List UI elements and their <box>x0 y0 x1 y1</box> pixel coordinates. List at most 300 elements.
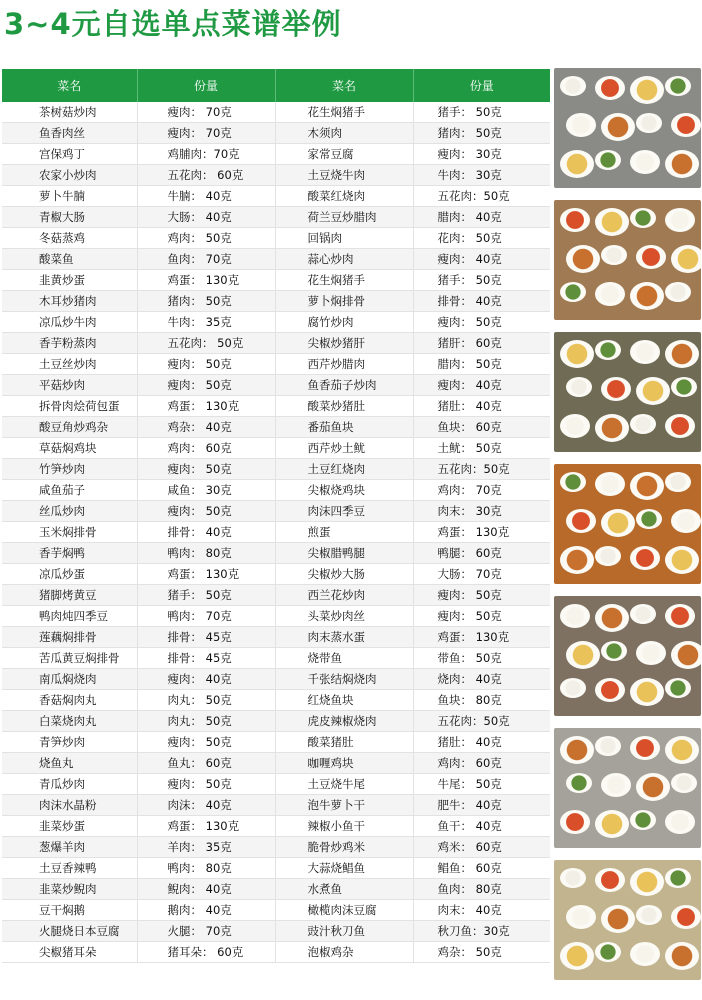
portion-2-cell: 鸡杂： 50克 <box>413 942 550 963</box>
table-row <box>2 837 550 858</box>
portion-2-cell: 腊肉： 50克 <box>413 354 550 375</box>
plate-icon <box>630 736 660 760</box>
steam-table-dishes-photo <box>554 68 701 188</box>
dish-name-cell: 土豆香辣鸭 <box>2 858 137 879</box>
plate-icon <box>560 678 586 698</box>
dish-name-cell: 猪脚烤黄豆 <box>2 585 137 606</box>
page-title: 3~4元自选单点菜谱举例 <box>4 7 342 41</box>
dish-name-2-cell: 尖椒腊鸭腿 <box>275 543 413 564</box>
dish-name-2-cell: 木须肉 <box>275 123 413 144</box>
table-row <box>2 879 550 900</box>
portion-cell: 鸭肉： 80克 <box>137 858 275 879</box>
dish-name-2-cell: 西兰花炒肉 <box>275 585 413 606</box>
dish-name-cell: 土豆丝炒肉 <box>2 354 137 375</box>
plate-icon <box>560 472 586 492</box>
portion-cell: 鸡蛋： 130克 <box>137 564 275 585</box>
portion-2-cell: 鸡蛋： 130克 <box>413 522 550 543</box>
table-row <box>2 585 550 606</box>
portion-2-cell: 带鱼： 50克 <box>413 648 550 669</box>
dish-name-cell: 葱爆羊肉 <box>2 837 137 858</box>
plate-icon <box>665 736 699 764</box>
plate-icon <box>601 245 627 265</box>
dish-name-cell: 宫保鸡丁 <box>2 144 137 165</box>
table-row <box>2 354 550 375</box>
table-row <box>2 627 550 648</box>
portion-cell: 鸡蛋： 130克 <box>137 816 275 837</box>
food-photo-column <box>554 68 701 992</box>
plate-icon <box>560 810 590 834</box>
dish-name-2-cell: 回锅肉 <box>275 228 413 249</box>
plate-icon <box>601 773 631 797</box>
plate-icon <box>601 113 635 141</box>
dish-name-2-cell: 脆骨炒鸡米 <box>275 837 413 858</box>
dish-name-cell: 酸菜鱼 <box>2 249 137 270</box>
portion-2-cell: 土鱿： 50克 <box>413 438 550 459</box>
dish-name-cell: 竹笋炒肉 <box>2 459 137 480</box>
plate-icon <box>636 905 662 925</box>
plate-icon <box>665 868 691 888</box>
plate-icon <box>630 546 660 570</box>
plate-icon <box>566 641 600 669</box>
portion-cell: 猪耳朵： 60克 <box>137 942 275 963</box>
plate-icon <box>595 414 629 442</box>
plate-icon <box>630 942 660 966</box>
dish-name-2-cell: 肉沫四季豆 <box>275 501 413 522</box>
dish-name-cell: 香菇焖肉丸 <box>2 690 137 711</box>
portion-2-cell: 腊肉： 40克 <box>413 207 550 228</box>
plate-icon <box>630 868 664 896</box>
portion-2-cell: 瘦肉： 30克 <box>413 144 550 165</box>
portion-cell: 鱼肉： 70克 <box>137 249 275 270</box>
dish-name-2-cell: 大蒜烧鲳鱼 <box>275 858 413 879</box>
portion-2-cell: 鸡米： 60克 <box>413 837 550 858</box>
table-row <box>2 606 550 627</box>
orange-bowls-photo <box>554 464 701 584</box>
dish-name-cell: 香芋粉蒸肉 <box>2 333 137 354</box>
plate-icon <box>566 377 592 397</box>
portion-2-cell: 鱼块： 60克 <box>413 417 550 438</box>
plate-icon <box>671 509 701 533</box>
portion-cell: 咸鱼： 30克 <box>137 480 275 501</box>
portion-2-cell: 鸭腿： 60克 <box>413 543 550 564</box>
portion-cell: 猪手： 50克 <box>137 585 275 606</box>
table-row <box>2 942 550 963</box>
dish-name-2-cell: 西芹炒土鱿 <box>275 438 413 459</box>
plate-icon <box>601 641 627 661</box>
portion-cell: 牛腩： 40克 <box>137 186 275 207</box>
dish-name-cell: 鱼香肉丝 <box>2 123 137 144</box>
plate-icon <box>560 868 586 888</box>
plate-icon <box>595 604 629 632</box>
portion-2-cell: 鸡肉： 70克 <box>413 480 550 501</box>
portion-2-cell: 肉末： 40克 <box>413 900 550 921</box>
plate-icon <box>560 546 594 574</box>
plate-icon <box>665 942 699 970</box>
small-bowls-photo <box>554 728 701 848</box>
portion-cell: 瘦肉： 40克 <box>137 669 275 690</box>
plate-icon <box>595 678 625 702</box>
plate-icon <box>630 810 656 830</box>
dish-name-cell: 白菜烧肉丸 <box>2 711 137 732</box>
table-row <box>2 207 550 228</box>
portion-2-cell: 烧肉： 40克 <box>413 669 550 690</box>
dish-name-2-cell: 尖椒炒大肠 <box>275 564 413 585</box>
table-row <box>2 711 550 732</box>
portion-cell: 肉沫： 40克 <box>137 795 275 816</box>
portion-cell: 大肠： 40克 <box>137 207 275 228</box>
table-row <box>2 774 550 795</box>
plate-icon <box>630 282 664 310</box>
dish-name-2-cell: 泡椒鸡杂 <box>275 942 413 963</box>
portion-2-cell: 瘦肉： 50克 <box>413 585 550 606</box>
portion-cell: 羊肉： 35克 <box>137 837 275 858</box>
dish-name-2-cell: 花生焖猪手 <box>275 270 413 291</box>
plate-icon <box>595 736 621 756</box>
dish-name-2-cell: 酸菜红烧肉 <box>275 186 413 207</box>
portion-cell: 鸡脯肉：70克 <box>137 144 275 165</box>
portion-2-cell: 秋刀鱼：30克 <box>413 921 550 942</box>
buffet-plates-photo <box>554 596 701 716</box>
plate-icon <box>601 509 635 537</box>
header-dish-name: 菜名 <box>2 69 137 102</box>
portion-cell: 鹅肉： 40克 <box>137 900 275 921</box>
table-row <box>2 270 550 291</box>
plate-icon <box>566 113 596 137</box>
portion-cell: 排骨： 45克 <box>137 627 275 648</box>
table-row <box>2 501 550 522</box>
dish-name-cell: 火腿烧日本豆腐 <box>2 921 137 942</box>
plate-icon <box>595 868 625 892</box>
portion-cell: 鸡杂： 40克 <box>137 417 275 438</box>
portion-cell: 鸡蛋： 130克 <box>137 396 275 417</box>
dish-name-cell: 咸鱼茄子 <box>2 480 137 501</box>
portion-2-cell: 猪肉： 50克 <box>413 123 550 144</box>
dish-name-2-cell: 虎皮辣椒烧肉 <box>275 711 413 732</box>
dish-name-2-cell: 尖椒炒猪肝 <box>275 333 413 354</box>
header-dish-name-2: 菜名 <box>275 69 413 102</box>
table-row <box>2 165 550 186</box>
portion-cell: 鸭肉： 70克 <box>137 606 275 627</box>
dish-name-cell: 拆骨肉烩荷包蛋 <box>2 396 137 417</box>
table-row <box>2 396 550 417</box>
plate-icon <box>566 773 592 793</box>
table-row <box>2 186 550 207</box>
plate-icon <box>560 736 594 764</box>
portion-cell: 牛肉： 35克 <box>137 312 275 333</box>
plate-icon <box>560 76 586 96</box>
portion-cell: 鸡肉： 60克 <box>137 438 275 459</box>
header-portion-2: 份量 <box>413 69 550 102</box>
table-row <box>2 564 550 585</box>
portion-2-cell: 猪肝： 60克 <box>413 333 550 354</box>
plate-icon <box>560 340 594 368</box>
portion-cell: 肉丸： 50克 <box>137 690 275 711</box>
table-row <box>2 522 550 543</box>
dish-name-2-cell: 千张结焖烧肉 <box>275 669 413 690</box>
portion-cell: 鱼丸： 60克 <box>137 753 275 774</box>
plate-icon <box>630 678 664 706</box>
plate-icon <box>636 377 670 405</box>
dish-name-2-cell: 肉末蒸水蛋 <box>275 627 413 648</box>
plate-icon <box>665 414 695 438</box>
portion-2-cell: 猪手： 50克 <box>413 102 550 123</box>
portion-cell: 瘦肉： 50克 <box>137 501 275 522</box>
plate-icon <box>636 113 662 133</box>
table-row <box>2 438 550 459</box>
portion-cell: 鸡肉： 50克 <box>137 228 275 249</box>
plate-icon <box>630 76 664 104</box>
dish-name-cell: 韭菜炒鲵肉 <box>2 879 137 900</box>
dish-name-cell: 尖椒猪耳朵 <box>2 942 137 963</box>
portion-2-cell: 牛尾： 50克 <box>413 774 550 795</box>
plate-icon <box>630 150 660 174</box>
portion-2-cell: 五花肉：50克 <box>413 459 550 480</box>
dish-name-cell: 烧鱼丸 <box>2 753 137 774</box>
portion-cell: 鸡蛋： 130克 <box>137 270 275 291</box>
dish-name-2-cell: 豉汁秋刀鱼 <box>275 921 413 942</box>
plate-icon <box>566 245 600 273</box>
dish-name-2-cell: 西芹炒腊肉 <box>275 354 413 375</box>
plate-icon <box>595 340 621 360</box>
table-row <box>2 921 550 942</box>
table-row <box>2 543 550 564</box>
portion-2-cell: 猪肚： 40克 <box>413 732 550 753</box>
plate-icon <box>595 472 625 496</box>
dish-name-2-cell: 泡牛萝卜干 <box>275 795 413 816</box>
plate-icon <box>665 76 691 96</box>
plate-icon <box>636 773 670 801</box>
plate-icon <box>665 208 695 232</box>
table-header-row <box>2 69 550 102</box>
plate-icon <box>595 546 621 566</box>
dish-name-2-cell: 蒜心炒肉 <box>275 249 413 270</box>
portion-2-cell: 鸡肉： 60克 <box>413 753 550 774</box>
plate-icon <box>595 942 621 962</box>
plate-icon <box>560 208 590 232</box>
plate-icon <box>636 245 666 269</box>
plated-dishes-photo <box>554 860 701 980</box>
portion-cell: 排骨： 40克 <box>137 522 275 543</box>
dish-name-2-cell: 水煮鱼 <box>275 879 413 900</box>
table-row <box>2 291 550 312</box>
dish-name-cell: 香芋焖鸭 <box>2 543 137 564</box>
menu-table <box>2 69 550 963</box>
dish-name-2-cell: 烧带鱼 <box>275 648 413 669</box>
dish-name-cell: 青椒大肠 <box>2 207 137 228</box>
dish-name-2-cell: 腐竹炒肉 <box>275 312 413 333</box>
dish-name-cell: 韭黄炒蛋 <box>2 270 137 291</box>
table-row <box>2 123 550 144</box>
dish-name-cell: 鸭肉炖四季豆 <box>2 606 137 627</box>
bowl-rows-photo <box>554 200 701 320</box>
portion-cell: 瘦肉： 50克 <box>137 774 275 795</box>
portion-2-cell: 鱼干： 40克 <box>413 816 550 837</box>
plate-icon <box>595 150 621 170</box>
dish-name-cell: 凉瓜炒牛肉 <box>2 312 137 333</box>
plate-icon <box>671 113 701 137</box>
portion-2-cell: 五花肉：50克 <box>413 186 550 207</box>
dish-name-cell: 茶树菇炒肉 <box>2 102 137 123</box>
dish-name-2-cell: 家常豆腐 <box>275 144 413 165</box>
portion-2-cell: 花肉： 50克 <box>413 228 550 249</box>
table-row <box>2 753 550 774</box>
portion-2-cell: 瘦肉： 50克 <box>413 606 550 627</box>
dish-name-2-cell: 土豆烧牛肉 <box>275 165 413 186</box>
table-row <box>2 480 550 501</box>
plate-icon <box>671 905 701 929</box>
dish-name-cell: 韭菜炒蛋 <box>2 816 137 837</box>
dish-name-cell: 青笋炒肉 <box>2 732 137 753</box>
plate-icon <box>671 245 701 273</box>
portion-2-cell: 鲳鱼： 60克 <box>413 858 550 879</box>
portion-2-cell: 鸡蛋： 130克 <box>413 627 550 648</box>
portion-2-cell: 瘦肉： 40克 <box>413 249 550 270</box>
table-row <box>2 312 550 333</box>
plate-icon <box>665 604 695 628</box>
plate-icon <box>560 414 590 438</box>
dish-name-2-cell: 红烧鱼块 <box>275 690 413 711</box>
dish-name-2-cell: 尖椒烧鸡块 <box>275 480 413 501</box>
portion-2-cell: 五花肉：50克 <box>413 711 550 732</box>
plate-icon <box>595 208 629 236</box>
dish-name-cell: 酸豆角炒鸡杂 <box>2 417 137 438</box>
table-row <box>2 900 550 921</box>
plate-icon <box>595 76 625 100</box>
plate-icon <box>636 509 662 529</box>
portion-cell: 排骨： 45克 <box>137 648 275 669</box>
plate-icon <box>665 340 699 368</box>
plate-icon <box>560 604 590 628</box>
plate-icon <box>595 810 629 838</box>
table-row <box>2 795 550 816</box>
dish-name-2-cell: 萝卜焖排骨 <box>275 291 413 312</box>
table-row <box>2 333 550 354</box>
table-row <box>2 858 550 879</box>
dish-name-cell: 玉米焖排骨 <box>2 522 137 543</box>
plate-icon <box>560 942 594 970</box>
plate-icon <box>665 546 699 574</box>
plate-icon <box>636 641 666 665</box>
dish-name-cell: 冬菇蒸鸡 <box>2 228 137 249</box>
portion-cell: 五花肉： 60克 <box>137 165 275 186</box>
header-portion: 份量 <box>137 69 275 102</box>
dish-name-2-cell: 鱼香茄子炒肉 <box>275 375 413 396</box>
portion-2-cell: 牛肉： 30克 <box>413 165 550 186</box>
dish-name-2-cell: 酸菜炒猪肚 <box>275 396 413 417</box>
table-row <box>2 375 550 396</box>
portion-2-cell: 肥牛： 40克 <box>413 795 550 816</box>
portion-2-cell: 猪手： 50克 <box>413 270 550 291</box>
dish-name-2-cell: 土豆烧牛尾 <box>275 774 413 795</box>
plate-icon <box>601 377 631 401</box>
dish-name-2-cell: 番茄鱼块 <box>275 417 413 438</box>
table-row <box>2 732 550 753</box>
plate-icon <box>630 208 656 228</box>
portion-cell: 瘦肉： 50克 <box>137 354 275 375</box>
plate-icon <box>671 773 697 793</box>
portion-2-cell: 鱼块： 80克 <box>413 690 550 711</box>
dish-name-2-cell: 荷兰豆炒腊肉 <box>275 207 413 228</box>
dish-name-2-cell: 土豆红烧肉 <box>275 459 413 480</box>
table-row <box>2 690 550 711</box>
table-row <box>2 669 550 690</box>
table-row <box>2 417 550 438</box>
plate-icon <box>630 414 656 434</box>
plate-icon <box>630 472 664 500</box>
portion-2-cell: 肉末： 30克 <box>413 501 550 522</box>
plate-icon <box>665 472 691 492</box>
table-row <box>2 249 550 270</box>
plate-icon <box>630 604 656 624</box>
dish-name-cell: 莲藕焖排骨 <box>2 627 137 648</box>
dish-name-cell: 丝瓜炒肉 <box>2 501 137 522</box>
portion-2-cell: 瘦肉： 40克 <box>413 375 550 396</box>
plate-icon <box>665 810 695 834</box>
dish-name-cell: 农家小炒肉 <box>2 165 137 186</box>
dish-name-cell: 平菇炒肉 <box>2 375 137 396</box>
dish-name-2-cell: 煎蛋 <box>275 522 413 543</box>
plate-icon <box>630 340 660 364</box>
table-row <box>2 102 550 123</box>
dish-name-cell: 木耳炒猪肉 <box>2 291 137 312</box>
table-row <box>2 648 550 669</box>
portion-cell: 瘦肉： 50克 <box>137 375 275 396</box>
dish-name-cell: 青瓜炒肉 <box>2 774 137 795</box>
dish-name-cell: 南瓜焖烧肉 <box>2 669 137 690</box>
dish-name-2-cell: 辣椒小鱼干 <box>275 816 413 837</box>
dish-name-2-cell: 咖喱鸡块 <box>275 753 413 774</box>
portion-cell: 瘦肉： 50克 <box>137 459 275 480</box>
portion-cell: 火腿： 70克 <box>137 921 275 942</box>
portion-cell: 五花肉： 50克 <box>137 333 275 354</box>
plate-icon <box>671 377 697 397</box>
table-row <box>2 228 550 249</box>
dish-name-cell: 凉瓜炒蛋 <box>2 564 137 585</box>
dish-name-2-cell: 酸菜猪肚 <box>275 732 413 753</box>
dish-name-cell: 萝卜牛腩 <box>2 186 137 207</box>
portion-cell: 瘦肉： 50克 <box>137 732 275 753</box>
dish-name-2-cell: 橄榄肉沫豆腐 <box>275 900 413 921</box>
dish-name-2-cell: 头菜炒肉丝 <box>275 606 413 627</box>
table-row <box>2 459 550 480</box>
plate-icon <box>601 905 635 933</box>
portion-2-cell: 大肠： 70克 <box>413 564 550 585</box>
plate-icon <box>560 150 594 178</box>
portion-cell: 瘦肉： 70克 <box>137 123 275 144</box>
portion-2-cell: 鱼肉： 80克 <box>413 879 550 900</box>
plate-icon <box>665 150 699 178</box>
plate-icon <box>595 282 625 306</box>
portion-2-cell: 瘦肉： 50克 <box>413 312 550 333</box>
dish-name-2-cell: 花生焖猪手 <box>275 102 413 123</box>
plate-icon <box>665 678 691 698</box>
plate-icon <box>560 282 586 302</box>
portion-cell: 瘦肉： 70克 <box>137 102 275 123</box>
plate-icon <box>566 509 596 533</box>
dish-name-cell: 肉沫水晶粉 <box>2 795 137 816</box>
portion-cell: 鸭肉： 80克 <box>137 543 275 564</box>
portion-cell: 猪肉： 50克 <box>137 291 275 312</box>
plate-icon <box>671 641 701 669</box>
table-row <box>2 144 550 165</box>
dish-name-cell: 苦瓜黄豆焖排骨 <box>2 648 137 669</box>
portion-cell: 鲵肉： 40克 <box>137 879 275 900</box>
plate-icon <box>566 905 596 929</box>
portion-2-cell: 猪肚： 40克 <box>413 396 550 417</box>
white-bowls-photo <box>554 332 701 452</box>
dish-name-cell: 豆干焖鹅 <box>2 900 137 921</box>
dish-name-cell: 草菇焖鸡块 <box>2 438 137 459</box>
